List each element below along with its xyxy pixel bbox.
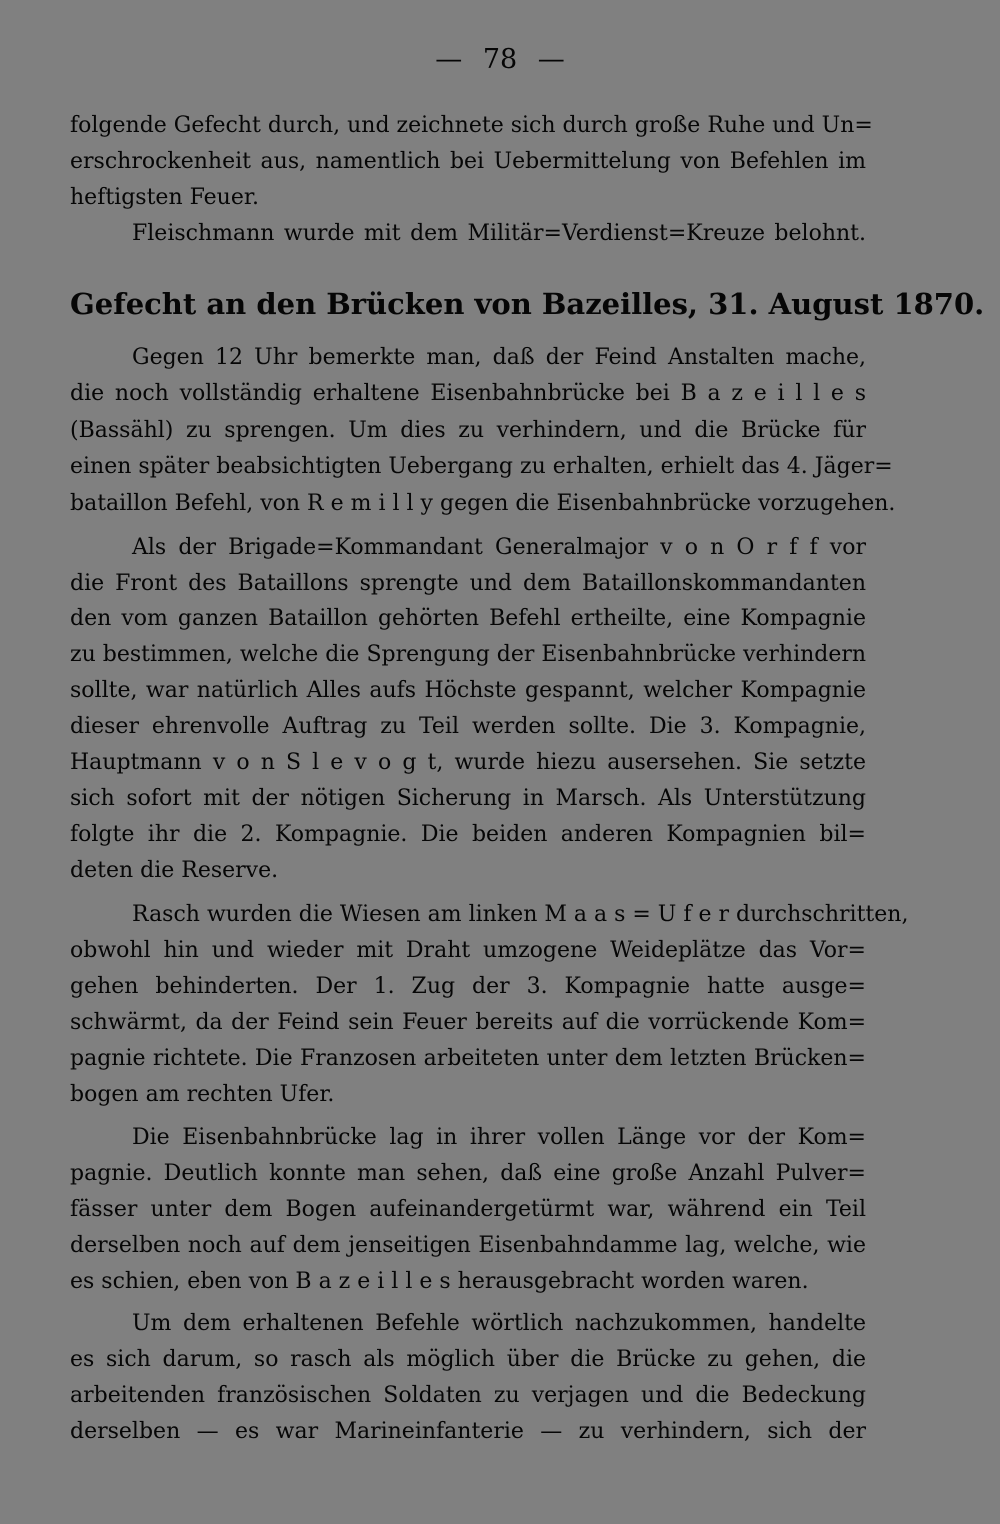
text-line: pagnie. Deutlich konnte man sehen, daß eine große Anzahl Pulver= <box>70 1161 866 1186</box>
text-line: (Bassähl) zu sprengen. Um dies zu verhindern, und die Brücke für <box>70 418 866 443</box>
text-line: Gegen 12 Uhr bemerkte man, daß der Feind Anstalten mache, <box>132 345 866 370</box>
text-line: gehen behinderten. Der 1. Zug der 3. Kompagnie hatte ausge= <box>70 974 866 999</box>
text-line: derselben noch auf dem jenseitigen Eisenbahndamme lag, welche, wie <box>70 1233 866 1258</box>
text-line: schwärmt, da der Feind sein Feuer bereits auf die vorrückende Kom= <box>70 1010 866 1035</box>
text-line: es schien, eben von B a z e i l l e s herausgebracht worden waren. <box>70 1269 809 1294</box>
section-heading: Gefecht an den Brücken von Bazeilles, 31. August 1870. <box>70 287 985 321</box>
text-line: Fleischmann wurde mit dem Militär=Verdienst=Kreuze belohnt. <box>132 221 866 246</box>
text-line: deten die Reserve. <box>70 858 279 883</box>
text-line: Um dem erhaltenen Befehle wörtlich nachzukommen, handelte <box>132 1311 866 1336</box>
text-line: heftigsten Feuer. <box>70 185 259 210</box>
text-line: die noch vollständig erhaltene Eisenbahnbrücke bei B a z e i l l e s <box>70 381 866 406</box>
text-line: dieser ehrenvolle Auftrag zu Teil werden sollte. Die 3. Kompagnie, <box>70 714 866 739</box>
text-line: bogen am rechten Ufer. <box>70 1082 335 1107</box>
text-line: pagnie richtete. Die Franzosen arbeiteten unter dem letzten Brücken= <box>70 1046 866 1071</box>
text-line: obwohl hin und wieder mit Draht umzogene Weideplätze das Vor= <box>70 938 866 963</box>
text-line: einen später beabsichtigten Uebergang zu erhalten, erhielt das 4. Jäger= <box>70 454 893 479</box>
text-line: arbeitenden französischen Soldaten zu verjagen und die Bedeckung <box>70 1383 866 1408</box>
text-line: sich sofort mit der nötigen Sicherung in Marsch. Als Unterstützung <box>70 786 866 811</box>
text-line: Hauptmann v o n S l e v o g t, wurde hiezu ausersehen. Sie setzte <box>70 750 866 775</box>
text-line: es sich darum, so rasch als möglich über die Brücke zu gehen, die <box>70 1347 866 1372</box>
text-line: fässer unter dem Bogen aufeinandergetürmt war, während ein Teil <box>70 1197 866 1222</box>
text-line: bataillon Befehl, von R e m i l l y gegen die Eisenbahnbrücke vorzugehen. <box>70 491 896 516</box>
text-line: Die Eisenbahnbrücke lag in ihrer vollen Länge vor der Kom= <box>132 1125 866 1150</box>
text-line: sollte, war natürlich Alles aufs Höchste gespannt, welcher Kompagnie <box>70 678 866 703</box>
text-line: folgte ihr die 2. Kompagnie. Die beiden anderen Kompagnien bil= <box>70 822 866 847</box>
text-line: die Front des Bataillons sprengte und dem Bataillonskommandanten <box>70 571 866 596</box>
text-line: derselben — es war Marineinfanterie — zu verhindern, sich der <box>70 1419 866 1444</box>
text-line: zu bestimmen, welche die Sprengung der Eisenbahnbrücke verhindern <box>70 642 867 667</box>
text-line: erschrockenheit aus, namentlich bei Uebermittelung von Befehlen im <box>70 149 866 174</box>
page-number: — 78 — <box>435 44 565 75</box>
text-line: Als der Brigade=Kommandant Generalmajor v o n O r f f vor <box>132 535 866 560</box>
text-line: folgende Gefecht durch, und zeichnete sich durch große Ruhe und Un= <box>70 113 873 138</box>
text-line: den vom ganzen Bataillon gehörten Befehl ertheilte, eine Kompagnie <box>70 606 866 631</box>
text-line: Rasch wurden die Wiesen am linken M a a s = U f e r durchschritten, <box>132 902 909 927</box>
